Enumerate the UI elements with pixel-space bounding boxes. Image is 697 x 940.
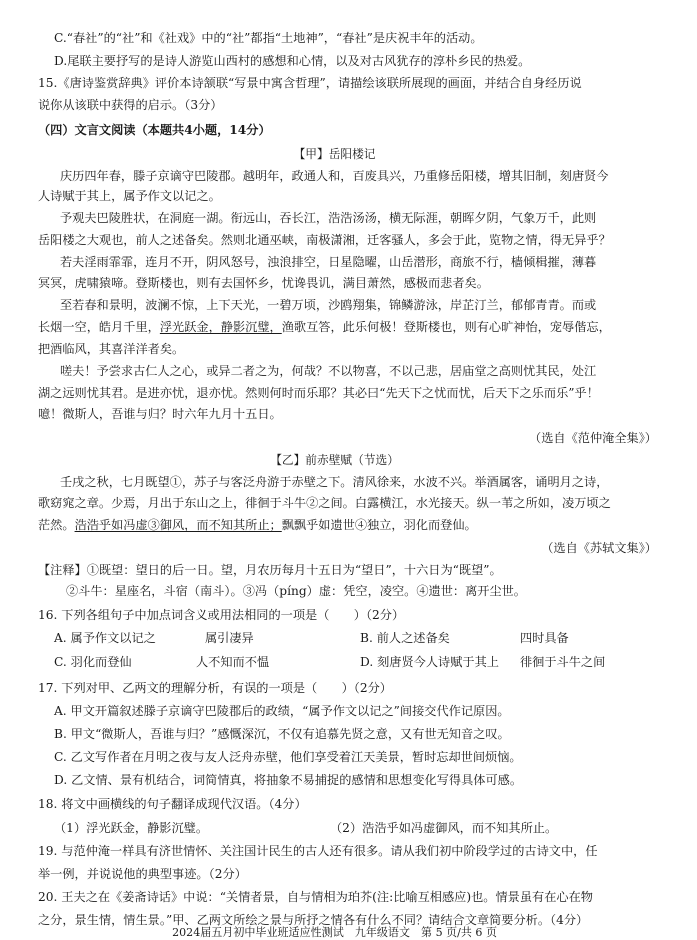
jia-line: 至若春和景明，波澜不惊，上下天光，一碧万顷，沙鸥翔集，锦鳞游泳，岸芷汀兰，郁郁青青。而或 bbox=[60, 298, 597, 312]
question-19-cont: 举一例，并说说他的典型事迹。（2分） bbox=[38, 867, 247, 881]
yi-line bbox=[38, 517, 477, 533]
q16-option-a-pair: 属引凄异 bbox=[205, 631, 254, 645]
q17-option-d: D. 乙文情、景有机结合，词简情真，将抽象不易捕捉的感情和思想变化写得具体可感。 bbox=[54, 773, 523, 787]
page-footer: 2024届五月初中毕业班适应性测试 九年级语文 第 5 页/共 6 页 bbox=[172, 925, 497, 939]
notes-line-2: ②斗牛：星座名，斗宿（南斗）。③冯（píng）虚：凭空，凌空。④遗世：离开尘世。 bbox=[66, 584, 526, 598]
jia-line: 嗟夫！予尝求古仁人之心，或异二者之为，何哉？不以物喜，不以己悲，居庙堂之高则忧其民，处江 bbox=[60, 364, 597, 378]
question-19: 19. 与范仲淹一样具有济世情怀、关注国计民生的古人还有很多。请从我们初中阶段学过的古诗文中，任 bbox=[38, 844, 598, 858]
jia-line: 冥冥，虎啸猿啼。登斯楼也，则有去国怀乡，忧谗畏讥，满目萧然，感极而悲者矣。 bbox=[38, 276, 489, 290]
jia-source: （选自《范仲淹全集》） bbox=[529, 431, 657, 445]
jia-text: 长烟一空，皓月千里， bbox=[38, 320, 160, 334]
jia-line: 湖之远则忧其君。是进亦忧，退亦忧。然则何时而乐耶？其必曰“先天下之忧而忧，后天下之乐而乐”乎！ bbox=[38, 386, 599, 400]
underlined-sentence: 浮光跃金，静影沉璧， bbox=[159, 320, 282, 334]
q17-option-c: C. 乙文写作者在月明之夜与友人泛舟赤壁，他们享受着江天美景，暂时忘却世间烦恼。 bbox=[54, 750, 522, 764]
question-18: 18. 将文中画横线的句子翻译成现代汉语。（4分） bbox=[38, 797, 307, 811]
option-d-previous: D.尾联主要抒写的是诗人游览山西村的感想和心情，以及对古风犹存的淳朴乡民的热爱。 bbox=[54, 54, 531, 68]
yi-line: 歌窈窕之章。少焉，月出于东山之上，徘徊于斗牛②之间。白露横江，水光接天。纵一苇之所如，凌万顷之 bbox=[38, 496, 611, 510]
yi-line: 壬戌之秋，七月既望①，苏子与客泛舟游于赤壁之下。清风徐来，水波不兴。举酒属客，诵明月之诗， bbox=[60, 475, 609, 489]
jia-line: 人诗赋于其上，属予作文以记之。 bbox=[38, 189, 221, 203]
q16-option-d-pair: 徘徊于斗牛之间 bbox=[520, 655, 606, 669]
passage-yi-title: 【乙】前赤壁赋（节选） bbox=[270, 453, 399, 467]
yi-source: （选自《苏轼文集》） bbox=[541, 541, 657, 555]
question-15: 15.《唐诗鉴赏辞典》评价本诗颔联“写景中寓含哲理”，请描绘该联所展现的画面，并结合自身经历说 bbox=[38, 76, 582, 90]
q16-option-b: B. 前人之述备矣 bbox=[360, 631, 450, 645]
q16-option-c-pair: 人不知而不愠 bbox=[196, 655, 270, 669]
question-20: 20. 王夫之在《姜斋诗话》中说：“关情者景，自与情相为珀芥(注:比喻互相感应)也。情景虽有在心在物 bbox=[38, 890, 593, 904]
q16-option-b-pair: 四时具备 bbox=[520, 631, 569, 645]
q18-sentence-2: （2）浩浩乎如冯虚御风，而不知其所止。 bbox=[330, 821, 558, 835]
passage-jia-title: 【甲】岳阳楼记 bbox=[293, 147, 376, 161]
jia-line: 把酒临风，其喜洋洋者矣。 bbox=[38, 342, 185, 356]
yi-text: 茫然。 bbox=[38, 518, 75, 532]
yi-text: 飘飘乎如遗世④独立，羽化而登仙。 bbox=[281, 518, 477, 532]
underlined-sentence: 浩浩乎如冯虚③御风，而不知其所止； bbox=[74, 518, 282, 532]
jia-text: 渔歌互答，此乐何极！登斯楼也，则有心旷神怡，宠辱偕忘， bbox=[281, 320, 611, 334]
q17-option-b: B. 甲文“微斯人，吾谁与归？”感慨深沉，不仅有追慕先贤之意，又有世无知音之叹。 bbox=[54, 727, 510, 741]
question-16: 16. 下列各组句子中加点词含义或用法相同的一项是（ ）（2分） bbox=[38, 608, 405, 622]
section-heading: （四）文言文阅读（本题共4小题，14分） bbox=[38, 123, 271, 137]
jia-line: 若夫淫雨霏霏，连月不开，阴风怒号，浊浪排空，日星隐曜，山岳潜形，商旅不行，樯倾楫摧，薄暮 bbox=[60, 255, 597, 269]
q16-option-a: A. 属予作文以记之 bbox=[54, 631, 156, 645]
q16-option-d: D. 刻唐贤今人诗赋于其上 bbox=[360, 655, 499, 669]
option-c-previous: C.“春社”的“社”和《社戏》中的“社”都指“土地神”，“春社”是庆祝丰年的活动。 bbox=[54, 31, 483, 45]
notes-line-1: 【注释】①既望：望日的后一日。望，月农历每月十五日为“望日”，十六日为“既望”。 bbox=[38, 563, 502, 577]
question-17: 17. 下列对甲、乙两文的理解分析，有误的一项是（ ）（2分） bbox=[38, 681, 392, 695]
question-15-cont: 说你从该联中获得的启示。（3分） bbox=[38, 98, 223, 112]
q17-option-a: A. 甲文开篇叙述滕子京谪守巴陵郡后的政绩，“属予作文以记之”间接交代作记原因。 bbox=[54, 704, 510, 718]
jia-line: 岳阳楼之大观也，前人之述备矣。然则北通巫峡，南极潇湘，迁客骚人，多会于此，览物之情，得无异乎？ bbox=[38, 233, 611, 247]
jia-line: 庆历四年春，滕子京谪守巴陵郡。越明年，政通人和，百废具兴，乃重修岳阳楼，增其旧制，刻唐贤今 bbox=[60, 169, 609, 183]
q18-sentence-1: （1）浮光跃金，静影沉璧。 bbox=[54, 821, 209, 835]
q16-option-c: C. 羽化而登仙 bbox=[54, 655, 132, 669]
jia-line: 噫！微斯人，吾谁与归？时六年九月十五日。 bbox=[38, 407, 282, 421]
jia-line bbox=[38, 319, 611, 335]
question-20-cont: 之分，景生情，情生景。”甲、乙两文所绘之景与所抒之情各有什么不同？请结合文章简要分析。（4分） bbox=[38, 913, 589, 927]
jia-line: 予观夫巴陵胜状，在洞庭一湖。衔远山，吞长江，浩浩汤汤，横无际涯，朝晖夕阴，气象万千，此则 bbox=[60, 211, 597, 225]
